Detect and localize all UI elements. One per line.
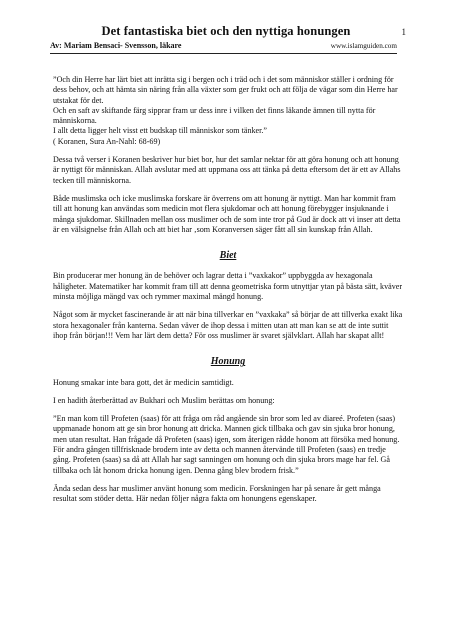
hadith-quote: ”En man kom till Profeten (saas) för att fråga om råd angående sin bror som led av diareé. Profeten (saas) uppmanade honom att ge sin bror honung att dricka. Mannen gick tillbaka och gav sin sjuka bror honung, men utan resultat. Han frågade då Profeten (saas) igen, som återigen rådde honom att försöka med honung. För andra gången tillfrisknade brodern inte av detta och mannen återvände till Profeten (saas) en tredje gång. Profeten (saas) sa då att Allah har sagt sanningen om honung och din sjuka brors mage har fel. Gå tillbaka och låt honom dricka honung igen. Denna gång blev brodern frisk.” xyxy=(53,414,400,475)
document-body xyxy=(53,75,403,513)
intro-paragraph: Dessa två verser i Koranen beskriver hur biet bor, hur det samlar nektar för att göra honung och att honung är nyttigt för människan. Allah avslutar med att uppmana oss att tänka på detta eftersom det är ett av Allahs tecken till människorna. xyxy=(53,155,401,185)
header-divider xyxy=(50,53,397,54)
document-title: Det fantastiska biet och den nyttiga honungen xyxy=(101,24,351,38)
biet-paragraph: Bin producerar mer honung än de behöver och lagrar detta i ”vaxkakor” uppbyggda av hexagonala håligheter. Matematiker har kommit fram till att denna geometriska form utnyttjar ytan på bästa sätt, kväver minsta möjliga mängd vax och rymmer maximal mängd honung. xyxy=(53,271,403,302)
author-byline: Av: Mariam Bensaci- Svensson, läkare xyxy=(50,41,182,50)
quran-quote xyxy=(53,75,403,147)
honung-paragraph: Ända sedan dess har muslimer använt honung som medicin. Forskningen har på senare år gett många resultat som stöder detta. Här nedan följer några fakta om honungens egenskaper. xyxy=(53,483,381,504)
honung-paragraph: Honung smakar inte bara gott, det är medicin samtidigt. xyxy=(53,377,234,387)
quote-citation: ( Koranen, Sura An-Nahl: 68-69) xyxy=(53,136,161,146)
quote-line: I allt detta ligger helt visst ett budskap till människor som tänker.” xyxy=(53,126,267,136)
intro-paragraph: Både muslimska och icke muslimska forskare är överrens om att honung är nyttigt. Man har kommit fram till att honung kan användas som medicin mot flera sjukdomar och att honung förebygger insjuknande i många sjukdomar. Skillnaden mellan oss muslimer och de som inte tror på Gud är dock att vi inser att detta är en välsignelse från Allah och att biet har ‚som Koranversen säger fått all sin kunskap från Allah. xyxy=(53,193,401,234)
biet-paragraph: Något som är mycket fascinerande är att när bina tillverkar en ”vaxkaka” så börjar de att tillverka exakt lika stora hexagonaler från kanterna. Sedan väver de ihop dessa i mitten utan att man kan se att de inte suttit ihop från början!!! Vem har lärt dem detta? För oss muslimer är svaret självklart. Allah har skapat allt! xyxy=(53,310,403,340)
section-heading-biet: Biet xyxy=(219,250,237,262)
quote-line: Och en saft av skiftande färg sipprar fram ur dess inre i vilken det finns läkande ämnen till nytta för människorna. xyxy=(53,105,376,126)
section-heading-honung: Honung xyxy=(210,356,246,368)
honung-paragraph: I en hadith återberättad av Bukhari och Muslim berättas om honung: xyxy=(53,395,275,405)
page-number: 1 xyxy=(401,27,406,37)
website-url: www.islamguiden.com xyxy=(330,42,397,50)
quote-line: ”Och din Herre har lärt biet att inrätta sig i bergen och i träd och i det som människor ställer i ordning för dess behov, och att hämta sin näring från alla växter som ger frukt och att följa de vägar som din Herre har utstakat för det. xyxy=(53,75,398,105)
